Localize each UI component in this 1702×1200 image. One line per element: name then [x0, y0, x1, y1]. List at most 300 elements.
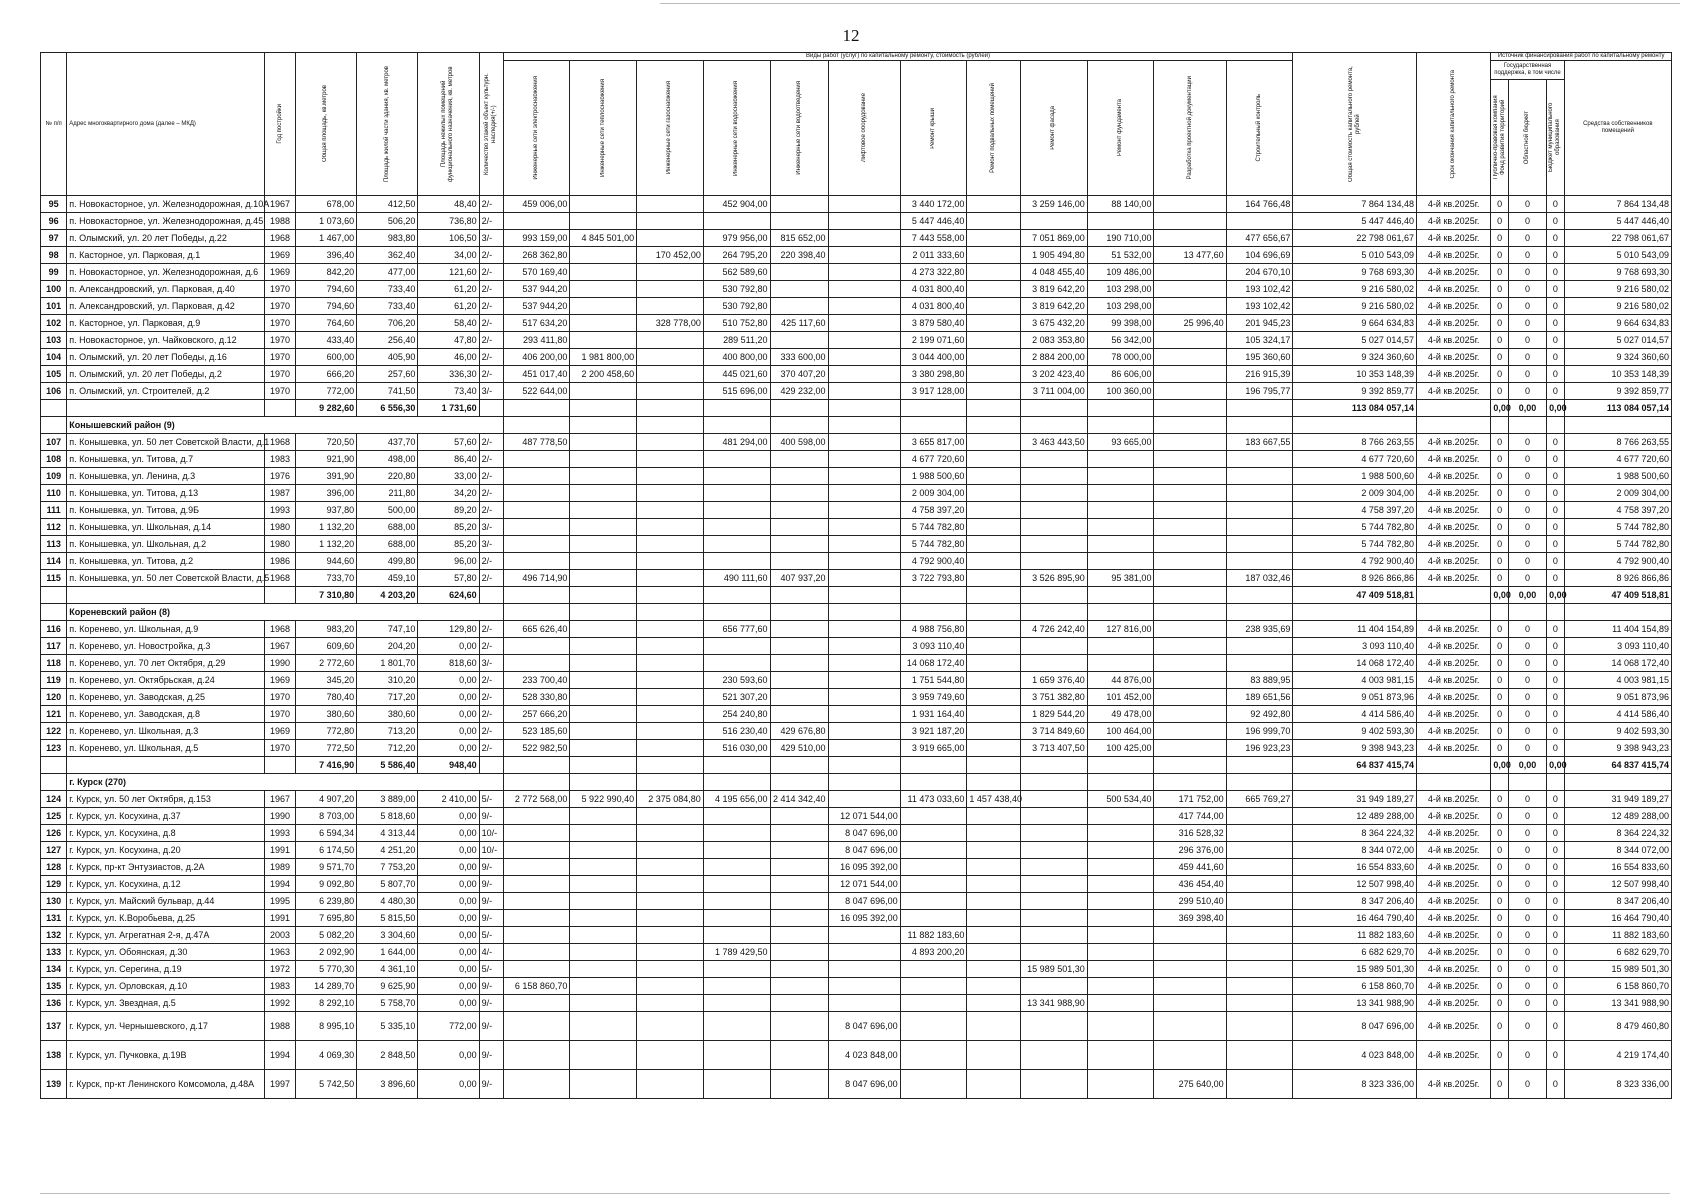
row-work-sewer [770, 706, 828, 723]
row-work-design [1154, 196, 1226, 213]
row-work-electric: 451 017,40 [503, 366, 570, 383]
row-municipal: 0 [1547, 196, 1565, 213]
row-owners: 6 682 629,70 [1564, 944, 1671, 961]
row-work-elevator [828, 264, 900, 281]
row-number: 120 [41, 689, 67, 706]
header-term: Срок окончания капитального ремонта [1416, 53, 1490, 196]
row-work-foundation: 78 000,00 [1087, 349, 1154, 366]
row-work-water [703, 1070, 770, 1099]
empty-cell [265, 757, 296, 774]
row-work-heating: 1 981 800,00 [570, 349, 637, 366]
row-number: 106 [41, 383, 67, 400]
row-living-area: 717,20 [357, 689, 418, 706]
row-work-sewer [770, 638, 828, 655]
row-work-elevator [828, 927, 900, 944]
row-number: 103 [41, 332, 67, 349]
row-fund: 0 [1491, 689, 1509, 706]
row-work-gas [637, 281, 704, 298]
row-work-control [1226, 893, 1293, 910]
row-year: 1970 [265, 349, 296, 366]
row-work-water: 656 777,60 [703, 621, 770, 638]
row-total-cost: 3 093 110,40 [1293, 638, 1417, 655]
row-work-control [1226, 927, 1293, 944]
table-row [41, 281, 1672, 298]
subtotal-nonliving-area: 624,60 [418, 587, 479, 604]
row-total-area: 772,00 [295, 383, 356, 400]
row-work-electric [503, 876, 570, 893]
row-owners: 10 353 148,39 [1564, 366, 1671, 383]
row-total-area: 678,00 [295, 196, 356, 213]
table-row [41, 230, 1672, 247]
row-nonliving-area: 34,00 [418, 247, 479, 264]
empty-cell [637, 400, 704, 417]
row-floors: 9/- [479, 910, 503, 927]
row-work-control [1226, 944, 1293, 961]
empty-cell [1226, 587, 1293, 604]
row-term: 4-й кв.2025г. [1416, 451, 1490, 468]
row-work-elevator: 16 095 392,00 [828, 910, 900, 927]
row-work-design [1154, 672, 1226, 689]
empty-cell [637, 587, 704, 604]
row-floors: 2/- [479, 740, 503, 757]
row-work-water [703, 1041, 770, 1070]
row-work-roof: 4 031 800,40 [900, 281, 967, 298]
row-fund: 0 [1491, 434, 1509, 451]
row-work-sewer: 815 652,00 [770, 230, 828, 247]
row-address: п. Коренево, ул. Школьная, д.3 [67, 723, 265, 740]
row-total-area: 794,60 [295, 281, 356, 298]
row-work-sewer [770, 281, 828, 298]
row-owners: 6 158 860,70 [1564, 978, 1671, 995]
row-work-basement [967, 315, 1021, 332]
empty-cell [1154, 604, 1226, 621]
row-work-gas [637, 910, 704, 927]
row-living-area: 220,80 [357, 468, 418, 485]
row-work-gas: 328 778,00 [637, 315, 704, 332]
row-work-gas [637, 468, 704, 485]
row-municipal: 0 [1547, 434, 1565, 451]
row-term: 4-й кв.2025г. [1416, 638, 1490, 655]
row-work-electric [503, 485, 570, 502]
row-floors: 2/- [479, 298, 503, 315]
row-work-electric: 6 158 860,70 [503, 978, 570, 995]
row-work-sewer [770, 553, 828, 570]
row-work-electric [503, 910, 570, 927]
row-work-water [703, 536, 770, 553]
table-row [41, 927, 1672, 944]
row-municipal: 0 [1547, 621, 1565, 638]
row-number: 101 [41, 298, 67, 315]
row-nonliving-area: 0,00 [418, 893, 479, 910]
row-work-facade [1021, 859, 1088, 876]
empty-cell [1508, 604, 1546, 621]
subtotal-fund: 0,00 [1491, 587, 1509, 604]
row-total-cost: 5 027 014,57 [1293, 332, 1417, 349]
row-work-control [1226, 1012, 1293, 1041]
scan-top-line [660, 3, 1680, 4]
row-total-area: 8 703,00 [295, 808, 356, 825]
row-regional: 0 [1508, 213, 1546, 230]
empty-cell [503, 757, 570, 774]
row-work-control: 196 999,70 [1226, 723, 1293, 740]
row-living-area: 713,20 [357, 723, 418, 740]
row-total-area: 733,70 [295, 570, 356, 587]
row-total-area: 1 132,20 [295, 519, 356, 536]
row-regional: 0 [1508, 349, 1546, 366]
empty-cell [1416, 757, 1490, 774]
row-work-facade [1021, 1041, 1088, 1070]
row-work-sewer: 2 414 342,40 [770, 791, 828, 808]
row-total-cost: 8 926 866,86 [1293, 570, 1417, 587]
subtotal-living-area: 6 556,30 [357, 400, 418, 417]
row-address: г. Курск, ул. Косухина, д.37 [67, 808, 265, 825]
row-fund: 0 [1491, 842, 1509, 859]
row-work-heating: 5 922 990,40 [570, 791, 637, 808]
row-owners: 16 464 790,40 [1564, 910, 1671, 927]
header-state-support: Государственная поддержка, в том числе [1491, 61, 1564, 80]
row-work-facade [1021, 655, 1088, 672]
row-regional: 0 [1508, 570, 1546, 587]
row-total-area: 14 289,70 [295, 978, 356, 995]
row-work-control: 196 923,23 [1226, 740, 1293, 757]
row-total-cost: 9 324 360,60 [1293, 349, 1417, 366]
row-work-heating [570, 1070, 637, 1099]
row-nonliving-area: 336,30 [418, 366, 479, 383]
row-term: 4-й кв.2025г. [1416, 740, 1490, 757]
header-heritage-floors: Количество этажей объект культурн. наследия(+/-) [479, 53, 503, 196]
row-living-area: 688,00 [357, 536, 418, 553]
row-work-sewer [770, 502, 828, 519]
row-work-foundation [1087, 1012, 1154, 1041]
row-work-foundation [1087, 859, 1154, 876]
row-municipal: 0 [1547, 1070, 1565, 1099]
row-work-gas [637, 366, 704, 383]
row-total-area: 2 092,90 [295, 944, 356, 961]
row-municipal: 0 [1547, 247, 1565, 264]
row-address: г. Курск, пр-кт Энтузиастов, д.2А [67, 859, 265, 876]
row-work-control: 92 492,80 [1226, 706, 1293, 723]
row-nonliving-area: 0,00 [418, 961, 479, 978]
row-work-heating: 4 845 501,00 [570, 230, 637, 247]
table-row [41, 247, 1672, 264]
empty-cell [967, 587, 1021, 604]
empty-cell [1154, 757, 1226, 774]
row-municipal: 0 [1547, 655, 1565, 672]
row-total-cost: 16 554 833,60 [1293, 859, 1417, 876]
row-number: 100 [41, 281, 67, 298]
row-total-area: 937,80 [295, 502, 356, 519]
row-work-foundation [1087, 638, 1154, 655]
row-work-elevator [828, 349, 900, 366]
row-address: г. Курск, пр-кт Ленинского Комсомола, д.48А [67, 1070, 265, 1099]
row-work-facade: 2 884 200,00 [1021, 349, 1088, 366]
row-work-control: 195 360,60 [1226, 349, 1293, 366]
row-year: 1980 [265, 536, 296, 553]
subtotal-total-cost: 64 837 415,74 [1293, 757, 1417, 774]
row-living-area: 3 889,00 [357, 791, 418, 808]
row-address: г. Курск, ул. Обоянская, д.30 [67, 944, 265, 961]
row-work-facade: 3 526 895,90 [1021, 570, 1088, 587]
row-work-roof [900, 1041, 967, 1070]
row-year: 1963 [265, 944, 296, 961]
row-work-electric [503, 961, 570, 978]
row-work-heating [570, 859, 637, 876]
row-fund: 0 [1491, 825, 1509, 842]
row-work-control [1226, 842, 1293, 859]
row-living-area: 3 304,60 [357, 927, 418, 944]
row-work-roof: 4 677 720,60 [900, 451, 967, 468]
row-year: 1968 [265, 570, 296, 587]
row-owners: 9 216 580,02 [1564, 281, 1671, 298]
header-funding-group: Источник финансирования работ по капитальному ремонту [1491, 53, 1672, 61]
row-regional: 0 [1508, 332, 1546, 349]
row-work-design [1154, 1041, 1226, 1070]
row-number: 123 [41, 740, 67, 757]
row-work-basement [967, 536, 1021, 553]
row-fund: 0 [1491, 502, 1509, 519]
row-year: 1970 [265, 689, 296, 706]
row-work-design [1154, 621, 1226, 638]
row-fund: 0 [1491, 893, 1509, 910]
row-work-water [703, 825, 770, 842]
row-work-foundation [1087, 519, 1154, 536]
row-total-cost: 9 051 873,96 [1293, 689, 1417, 706]
table-row [41, 485, 1672, 502]
header-work-electric: Инженерные сети электроснабжения [503, 61, 570, 196]
row-address: г. Курск, ул. Чернышевского, д.17 [67, 1012, 265, 1041]
table-row [41, 298, 1672, 315]
empty-cell [900, 400, 967, 417]
row-fund: 0 [1491, 485, 1509, 502]
row-term: 4-й кв.2025г. [1416, 519, 1490, 536]
region-title: Кореневский район (8) [67, 604, 503, 621]
row-work-facade: 4 726 242,40 [1021, 621, 1088, 638]
row-fund: 0 [1491, 978, 1509, 995]
subtotal-total-cost: 47 409 518,81 [1293, 587, 1417, 604]
row-living-area: 5 807,70 [357, 876, 418, 893]
row-address: п. Касторное, ул. Парковая, д.9 [67, 315, 265, 332]
row-work-heating [570, 485, 637, 502]
row-work-roof [900, 1070, 967, 1099]
row-work-elevator [828, 298, 900, 315]
row-municipal: 0 [1547, 451, 1565, 468]
row-work-electric: 496 714,90 [503, 570, 570, 587]
row-nonliving-area: 0,00 [418, 842, 479, 859]
row-total-area: 1 132,20 [295, 536, 356, 553]
row-work-design: 25 996,40 [1154, 315, 1226, 332]
row-work-water [703, 213, 770, 230]
row-work-sewer [770, 893, 828, 910]
row-work-sewer: 220 398,40 [770, 247, 828, 264]
row-work-facade: 3 819 642,20 [1021, 298, 1088, 315]
row-work-foundation: 100 464,00 [1087, 723, 1154, 740]
row-work-control [1226, 468, 1293, 485]
empty-cell [1564, 604, 1671, 621]
row-fund: 0 [1491, 366, 1509, 383]
empty-cell [41, 587, 67, 604]
row-municipal: 0 [1547, 944, 1565, 961]
row-year: 1986 [265, 553, 296, 570]
row-floors: 9/- [479, 876, 503, 893]
row-year: 1968 [265, 434, 296, 451]
row-owners: 11 404 154,89 [1564, 621, 1671, 638]
row-work-design: 13 477,60 [1154, 247, 1226, 264]
row-nonliving-area: 34,20 [418, 485, 479, 502]
row-work-foundation [1087, 893, 1154, 910]
table-row [41, 383, 1672, 400]
row-work-design: 275 640,00 [1154, 1070, 1226, 1099]
row-nonliving-area: 61,20 [418, 281, 479, 298]
empty-cell [1087, 417, 1154, 434]
row-owners: 4 219 174,40 [1564, 1041, 1671, 1070]
row-work-facade [1021, 451, 1088, 468]
row-work-facade: 1 829 544,20 [1021, 706, 1088, 723]
table-row [41, 944, 1672, 961]
empty-cell [1087, 774, 1154, 791]
header-total-area: Общая площадь, кв.метров [295, 53, 356, 196]
row-work-sewer [770, 1012, 828, 1041]
empty-cell [1087, 604, 1154, 621]
row-nonliving-area: 89,20 [418, 502, 479, 519]
empty-cell [503, 774, 570, 791]
row-work-sewer [770, 927, 828, 944]
empty-cell [1154, 400, 1226, 417]
row-fund: 0 [1491, 995, 1509, 1012]
row-work-roof [900, 978, 967, 995]
row-nonliving-area: 86,40 [418, 451, 479, 468]
header-municipal: Бюджет муниципального образования [1547, 79, 1565, 195]
row-work-roof: 3 921 187,20 [900, 723, 967, 740]
row-living-area: 7 753,20 [357, 859, 418, 876]
row-year: 1970 [265, 315, 296, 332]
row-total-cost: 6 158 860,70 [1293, 978, 1417, 995]
empty-cell [900, 757, 967, 774]
row-work-foundation [1087, 468, 1154, 485]
row-owners: 9 051 873,96 [1564, 689, 1671, 706]
row-municipal: 0 [1547, 502, 1565, 519]
row-work-design: 299 510,40 [1154, 893, 1226, 910]
row-municipal: 0 [1547, 383, 1565, 400]
row-floors: 3/- [479, 655, 503, 672]
row-work-roof: 11 882 183,60 [900, 927, 967, 944]
row-year: 1983 [265, 978, 296, 995]
row-owners: 5 447 446,40 [1564, 213, 1671, 230]
row-work-sewer [770, 808, 828, 825]
row-work-sewer: 429 232,00 [770, 383, 828, 400]
row-work-foundation [1087, 502, 1154, 519]
row-nonliving-area: 0,00 [418, 808, 479, 825]
row-number: 121 [41, 706, 67, 723]
row-year: 1970 [265, 366, 296, 383]
empty-cell [1491, 774, 1509, 791]
row-work-electric: 268 362,80 [503, 247, 570, 264]
row-work-elevator [828, 434, 900, 451]
row-owners: 1 988 500,60 [1564, 468, 1671, 485]
row-floors: 2/- [479, 332, 503, 349]
row-work-design [1154, 434, 1226, 451]
row-work-design [1154, 298, 1226, 315]
empty-cell [900, 417, 967, 434]
row-work-elevator [828, 689, 900, 706]
row-year: 1969 [265, 247, 296, 264]
empty-cell [1547, 774, 1565, 791]
row-work-water: 530 792,80 [703, 281, 770, 298]
row-work-elevator [828, 570, 900, 587]
row-living-area: 310,20 [357, 672, 418, 689]
row-nonliving-area: 85,20 [418, 536, 479, 553]
row-work-basement [967, 485, 1021, 502]
empty-cell [1416, 417, 1490, 434]
row-work-sewer [770, 1070, 828, 1099]
row-work-control: 164 766,48 [1226, 196, 1293, 213]
row-term: 4-й кв.2025г. [1416, 553, 1490, 570]
header-nonliving-area: Площадь нежилых помещений функционального назначения, кв. метров [418, 53, 479, 196]
row-municipal: 0 [1547, 553, 1565, 570]
row-work-elevator: 8 047 696,00 [828, 893, 900, 910]
empty-cell [967, 757, 1021, 774]
row-work-elevator [828, 468, 900, 485]
empty-cell [770, 774, 828, 791]
row-work-control [1226, 995, 1293, 1012]
row-municipal: 0 [1547, 791, 1565, 808]
row-municipal: 0 [1547, 1012, 1565, 1041]
row-work-heating [570, 808, 637, 825]
row-work-facade [1021, 825, 1088, 842]
row-year: 1989 [265, 859, 296, 876]
row-work-heating [570, 825, 637, 842]
row-total-cost: 31 949 189,27 [1293, 791, 1417, 808]
subtotal-living-area: 4 203,20 [357, 587, 418, 604]
table-row [41, 706, 1672, 723]
row-term: 4-й кв.2025г. [1416, 383, 1490, 400]
row-nonliving-area: 736,80 [418, 213, 479, 230]
row-work-electric [503, 825, 570, 842]
row-year: 1970 [265, 281, 296, 298]
row-year: 1983 [265, 451, 296, 468]
row-term: 4-й кв.2025г. [1416, 349, 1490, 366]
row-total-area: 720,50 [295, 434, 356, 451]
row-owners: 9 664 634,83 [1564, 315, 1671, 332]
row-year: 1972 [265, 961, 296, 978]
row-work-facade [1021, 944, 1088, 961]
empty-cell [828, 757, 900, 774]
row-total-cost: 4 003 981,15 [1293, 672, 1417, 689]
row-work-heating [570, 196, 637, 213]
row-work-gas [637, 502, 704, 519]
row-regional: 0 [1508, 961, 1546, 978]
row-work-design [1154, 638, 1226, 655]
row-floors: 2/- [479, 315, 503, 332]
row-fund: 0 [1491, 910, 1509, 927]
row-year: 1969 [265, 264, 296, 281]
row-work-foundation: 101 452,00 [1087, 689, 1154, 706]
row-total-cost: 5 744 782,80 [1293, 519, 1417, 536]
row-total-cost: 12 507 998,40 [1293, 876, 1417, 893]
row-floors: 2/- [479, 570, 503, 587]
empty-cell [770, 417, 828, 434]
row-living-area: 983,80 [357, 230, 418, 247]
row-nonliving-area: 0,00 [418, 944, 479, 961]
row-fund: 0 [1491, 944, 1509, 961]
row-work-elevator: 8 047 696,00 [828, 1070, 900, 1099]
row-term: 4-й кв.2025г. [1416, 842, 1490, 859]
row-work-facade [1021, 876, 1088, 893]
table-row [41, 1041, 1672, 1070]
header-work-facade: Ремонт фасада [1021, 61, 1088, 196]
header-year: Год постройки [265, 53, 296, 196]
row-work-design [1154, 978, 1226, 995]
row-regional: 0 [1508, 230, 1546, 247]
